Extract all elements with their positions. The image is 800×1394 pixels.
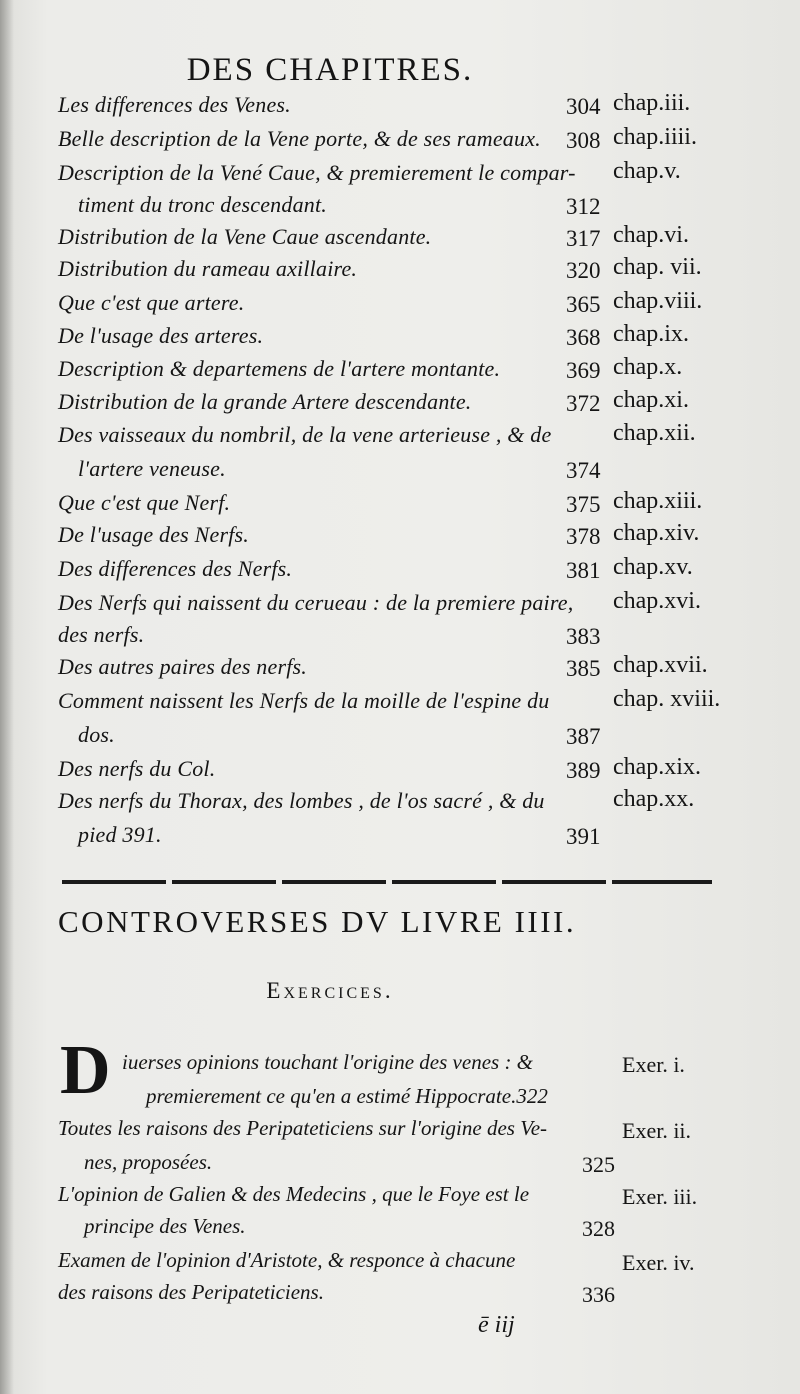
chapter-page: 312 xyxy=(566,194,601,219)
chapter-title: dos. xyxy=(78,722,115,747)
chapter-row xyxy=(0,590,800,624)
chapter-title: Des differences des Nerfs. xyxy=(58,556,293,581)
chapter-row xyxy=(0,654,800,688)
chapter-row xyxy=(0,422,800,456)
chapter-title: pied 391. xyxy=(78,822,162,847)
chapter-row xyxy=(0,490,800,524)
chapter-page: 365 xyxy=(566,292,601,317)
chapter-row xyxy=(0,224,800,258)
exercise-row xyxy=(0,1116,800,1150)
chapter-title: Des autres paires des nerfs. xyxy=(58,654,308,679)
section-divider xyxy=(62,880,712,884)
chapter-row xyxy=(0,126,800,160)
chapter-row xyxy=(0,522,800,556)
chapter-number: chap.viii. xyxy=(613,288,703,314)
chapter-title: Distribution de la grande Artere descendante. xyxy=(58,389,472,414)
chapter-page: 368 xyxy=(566,325,601,350)
exercise-number: Exer. iv. xyxy=(622,1250,695,1275)
chapter-title: l'artere veneuse. xyxy=(78,456,226,481)
chapter-title: Des Nerfs qui naissent du cerueau : de la premiere paire, xyxy=(58,590,574,615)
exercise-number: Exer. i. xyxy=(622,1052,685,1077)
chapter-row xyxy=(0,290,800,324)
chapter-title: des nerfs. xyxy=(58,622,145,647)
chapter-title: Distribution de la Vene Caue ascendante. xyxy=(58,224,432,249)
chapter-page: 378 xyxy=(566,524,601,549)
chapter-row xyxy=(0,92,800,126)
chapter-title: Des vaisseaux du nombril, de la vene arterieuse , & de xyxy=(58,422,552,447)
chapter-row xyxy=(0,756,800,790)
chapter-title: Description de la Vené Caue, & premierement le compar- xyxy=(58,160,576,185)
chapter-row xyxy=(0,556,800,590)
chapter-title: Distribution du rameau axillaire. xyxy=(58,256,358,281)
exercise-title: Toutes les raisons des Peripateticiens sur l'origine des Ve- xyxy=(58,1116,548,1140)
exercise-title: L'opinion de Galien & des Medecins , que le Foye est le xyxy=(58,1182,530,1206)
chapter-row xyxy=(0,356,800,390)
chapter-number: chap.vi. xyxy=(613,222,689,248)
chapter-row xyxy=(0,788,800,822)
chapter-number: chap.xiv. xyxy=(613,520,700,546)
section-subtitle: Exercices. xyxy=(266,978,394,1003)
chapter-page: 375 xyxy=(566,492,601,517)
chapter-row xyxy=(0,822,800,856)
chapter-page: 391 xyxy=(566,824,601,849)
chapter-number: chap.iiii. xyxy=(613,124,697,150)
chapter-title: Que c'est que Nerf. xyxy=(58,490,231,515)
chapter-row xyxy=(0,688,800,722)
chapter-title: Comment naissent les Nerfs de la moille de l'espine du xyxy=(58,688,550,713)
exercise-title: principe des Venes. xyxy=(84,1214,246,1238)
chapter-number: chap.xvii. xyxy=(613,652,708,678)
exercise-title: iuerses opinions touchant l'origine des venes : & xyxy=(122,1050,534,1074)
chapter-row xyxy=(0,160,800,194)
exercise-row xyxy=(0,1214,800,1248)
chapter-page: 387 xyxy=(566,724,601,749)
page-header: DES CHAPITRES. xyxy=(186,52,474,88)
chapter-title: timent du tronc descendant. xyxy=(78,192,327,217)
exercise-row xyxy=(0,1248,800,1282)
chapter-title: De l'usage des arteres. xyxy=(58,323,264,348)
chapter-number: chap.x. xyxy=(613,354,683,380)
chapter-page: 304 xyxy=(566,94,601,119)
chapter-title: Que c'est que artere. xyxy=(58,290,245,315)
chapter-page: 385 xyxy=(566,656,601,681)
chapter-page: 383 xyxy=(566,624,601,649)
chapter-title: Les differences des Venes. xyxy=(58,92,291,117)
chapter-number: chap.xix. xyxy=(613,754,701,780)
chapter-number: chap.iii. xyxy=(613,90,691,116)
exercise-row xyxy=(0,1084,800,1118)
chapter-title: De l'usage des Nerfs. xyxy=(58,522,249,547)
chapter-page: 374 xyxy=(566,458,601,483)
chapter-row xyxy=(0,192,800,226)
chapter-row xyxy=(0,722,800,756)
chapter-title: Des nerfs du Thorax, des lombes , de l'os sacré , & du xyxy=(58,788,545,813)
exercise-row xyxy=(0,1150,800,1184)
chapter-number: chap.xi. xyxy=(613,387,689,413)
chapter-page: 372 xyxy=(566,391,601,416)
exercise-number: Exer. iii. xyxy=(622,1184,698,1209)
exercise-page: 336 xyxy=(582,1282,615,1307)
chapter-number: chap. vii. xyxy=(613,254,702,280)
exercise-title: Examen de l'opinion d'Aristote, & responce à chacune xyxy=(58,1248,516,1272)
chapter-number: chap.xvi. xyxy=(613,588,701,614)
exercise-row xyxy=(0,1050,800,1084)
chapter-row xyxy=(0,389,800,423)
section-title: CONTROVERSES DV LIVRE IIII. xyxy=(58,904,577,939)
chapter-page: 389 xyxy=(566,758,601,783)
drop-cap: D xyxy=(60,1032,111,1109)
exercise-title: des raisons des Peripateticiens. xyxy=(58,1280,324,1304)
chapter-number: chap.v. xyxy=(613,158,681,184)
chapter-number: chap.xiii. xyxy=(613,488,703,514)
chapter-row xyxy=(0,622,800,656)
chapter-page: 369 xyxy=(566,358,601,383)
chapter-page: 381 xyxy=(566,558,601,583)
exercise-row xyxy=(0,1182,800,1216)
chapter-row xyxy=(0,456,800,490)
chapter-page: 308 xyxy=(566,128,601,153)
exercise-page: 328 xyxy=(582,1216,615,1241)
chapter-page: 317 xyxy=(566,226,601,251)
exercise-title: nes, proposées. xyxy=(84,1150,213,1174)
chapter-number: chap. xviii. xyxy=(613,686,721,712)
chapter-row xyxy=(0,323,800,357)
signature-mark: ē iij xyxy=(478,1312,515,1338)
chapter-title: Belle description de la Vene porte, & de ses rameaux. xyxy=(58,126,541,151)
chapter-title: Description & departemens de l'artere montante. xyxy=(58,356,501,381)
chapter-number: chap.ix. xyxy=(613,321,689,347)
chapter-title: Des nerfs du Col. xyxy=(58,756,216,781)
exercise-title: premierement ce qu'en a estimé Hippocrate.322 xyxy=(146,1084,548,1108)
chapter-number: chap.xii. xyxy=(613,420,696,446)
chapter-number: chap.xx. xyxy=(613,786,695,812)
chapter-page: 320 xyxy=(566,258,601,283)
exercise-page: 325 xyxy=(582,1152,615,1177)
exercise-row xyxy=(0,1280,800,1314)
chapter-row xyxy=(0,256,800,290)
exercise-number: Exer. ii. xyxy=(622,1118,692,1143)
chapter-number: chap.xv. xyxy=(613,554,693,580)
